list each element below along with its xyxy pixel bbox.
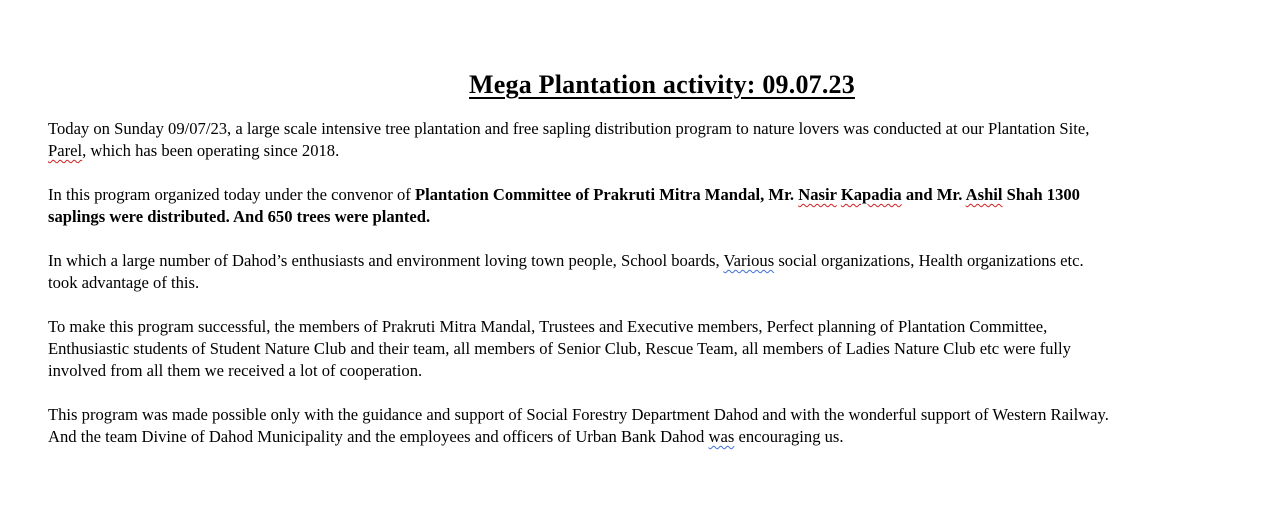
paragraph-5-line-1: This program was made possible only with the guidance and support of Social Forestry Department Dahod and with the wonderful support of Western Railway. [48,405,1109,424]
spellcheck-word-nasir: Nasir [798,185,837,204]
paragraph-5-part-b: encouraging us. [734,427,844,446]
document-title: Mega Plantation activity: 09.07.23 [469,70,855,99]
paragraph-1-line-2 [48,140,1282,162]
paragraph-2-line-2: saplings were distributed. And 650 trees were planted. [48,207,431,226]
paragraph-4 [48,316,1282,382]
paragraph-4-line-1: To make this program successful, the members of Prakruti Mitra Mandal, Trustees and Executive members, Perfect planning of Plantation Committee, [48,317,1048,336]
paragraph-3 [48,250,1282,294]
paragraph-5-part-a: And the team Divine of Dahod Municipality and the employees and officers of Urban Bank Dahod [48,427,709,446]
paragraph-2-intro: In this program organized today under the convenor of [48,185,415,204]
paragraph-4-line-2: Enthusiastic students of Student Nature Club and their team, all members of Senior Club, Rescue Team, all members of Ladies Nature Club etc were fully [48,339,1071,358]
paragraph-2-bold-a: Plantation Committee of Prakruti Mitra Mandal, Mr. [414,185,799,204]
grammar-word-was: was [708,427,735,446]
paragraph-3-line-2: took advantage of this. [48,273,200,292]
paragraph-2 [48,184,1282,228]
paragraph-5 [48,404,1282,448]
paragraph-3-part-a: In which a large number of Dahod’s enthusiasts and environment loving town people, School boards, [48,251,724,270]
paragraph-1-line-2-rest: , which has been operating since 2018. [82,141,340,160]
paragraph-5-line-2 [48,426,1282,448]
paragraph-3-line-1 [48,250,1282,272]
grammar-word-various: Various [723,251,775,270]
paragraph-4-line-3: involved from all them we received a lot of cooperation. [48,361,423,380]
spellcheck-word-parel: Parel [48,141,83,160]
paragraph-1 [48,118,1282,162]
document-body [48,70,1282,470]
paragraph-1-line-1: Today on Sunday 09/07/23, a large scale intensive tree plantation and free sapling distribution program to nature lovers was conducted at our Plantation Site, [48,119,1090,138]
spellcheck-word-ashil: Ashil [965,185,1003,204]
paragraph-2-bold-b: and Mr. [901,185,966,204]
paragraph-2-bold-c: Shah 1300 [1002,185,1080,204]
spellcheck-word-kapadia: Kapadia [840,185,902,204]
paragraph-2-line-1 [48,184,1282,206]
paragraph-3-part-b: social organizations, Health organizations etc. [774,251,1084,270]
